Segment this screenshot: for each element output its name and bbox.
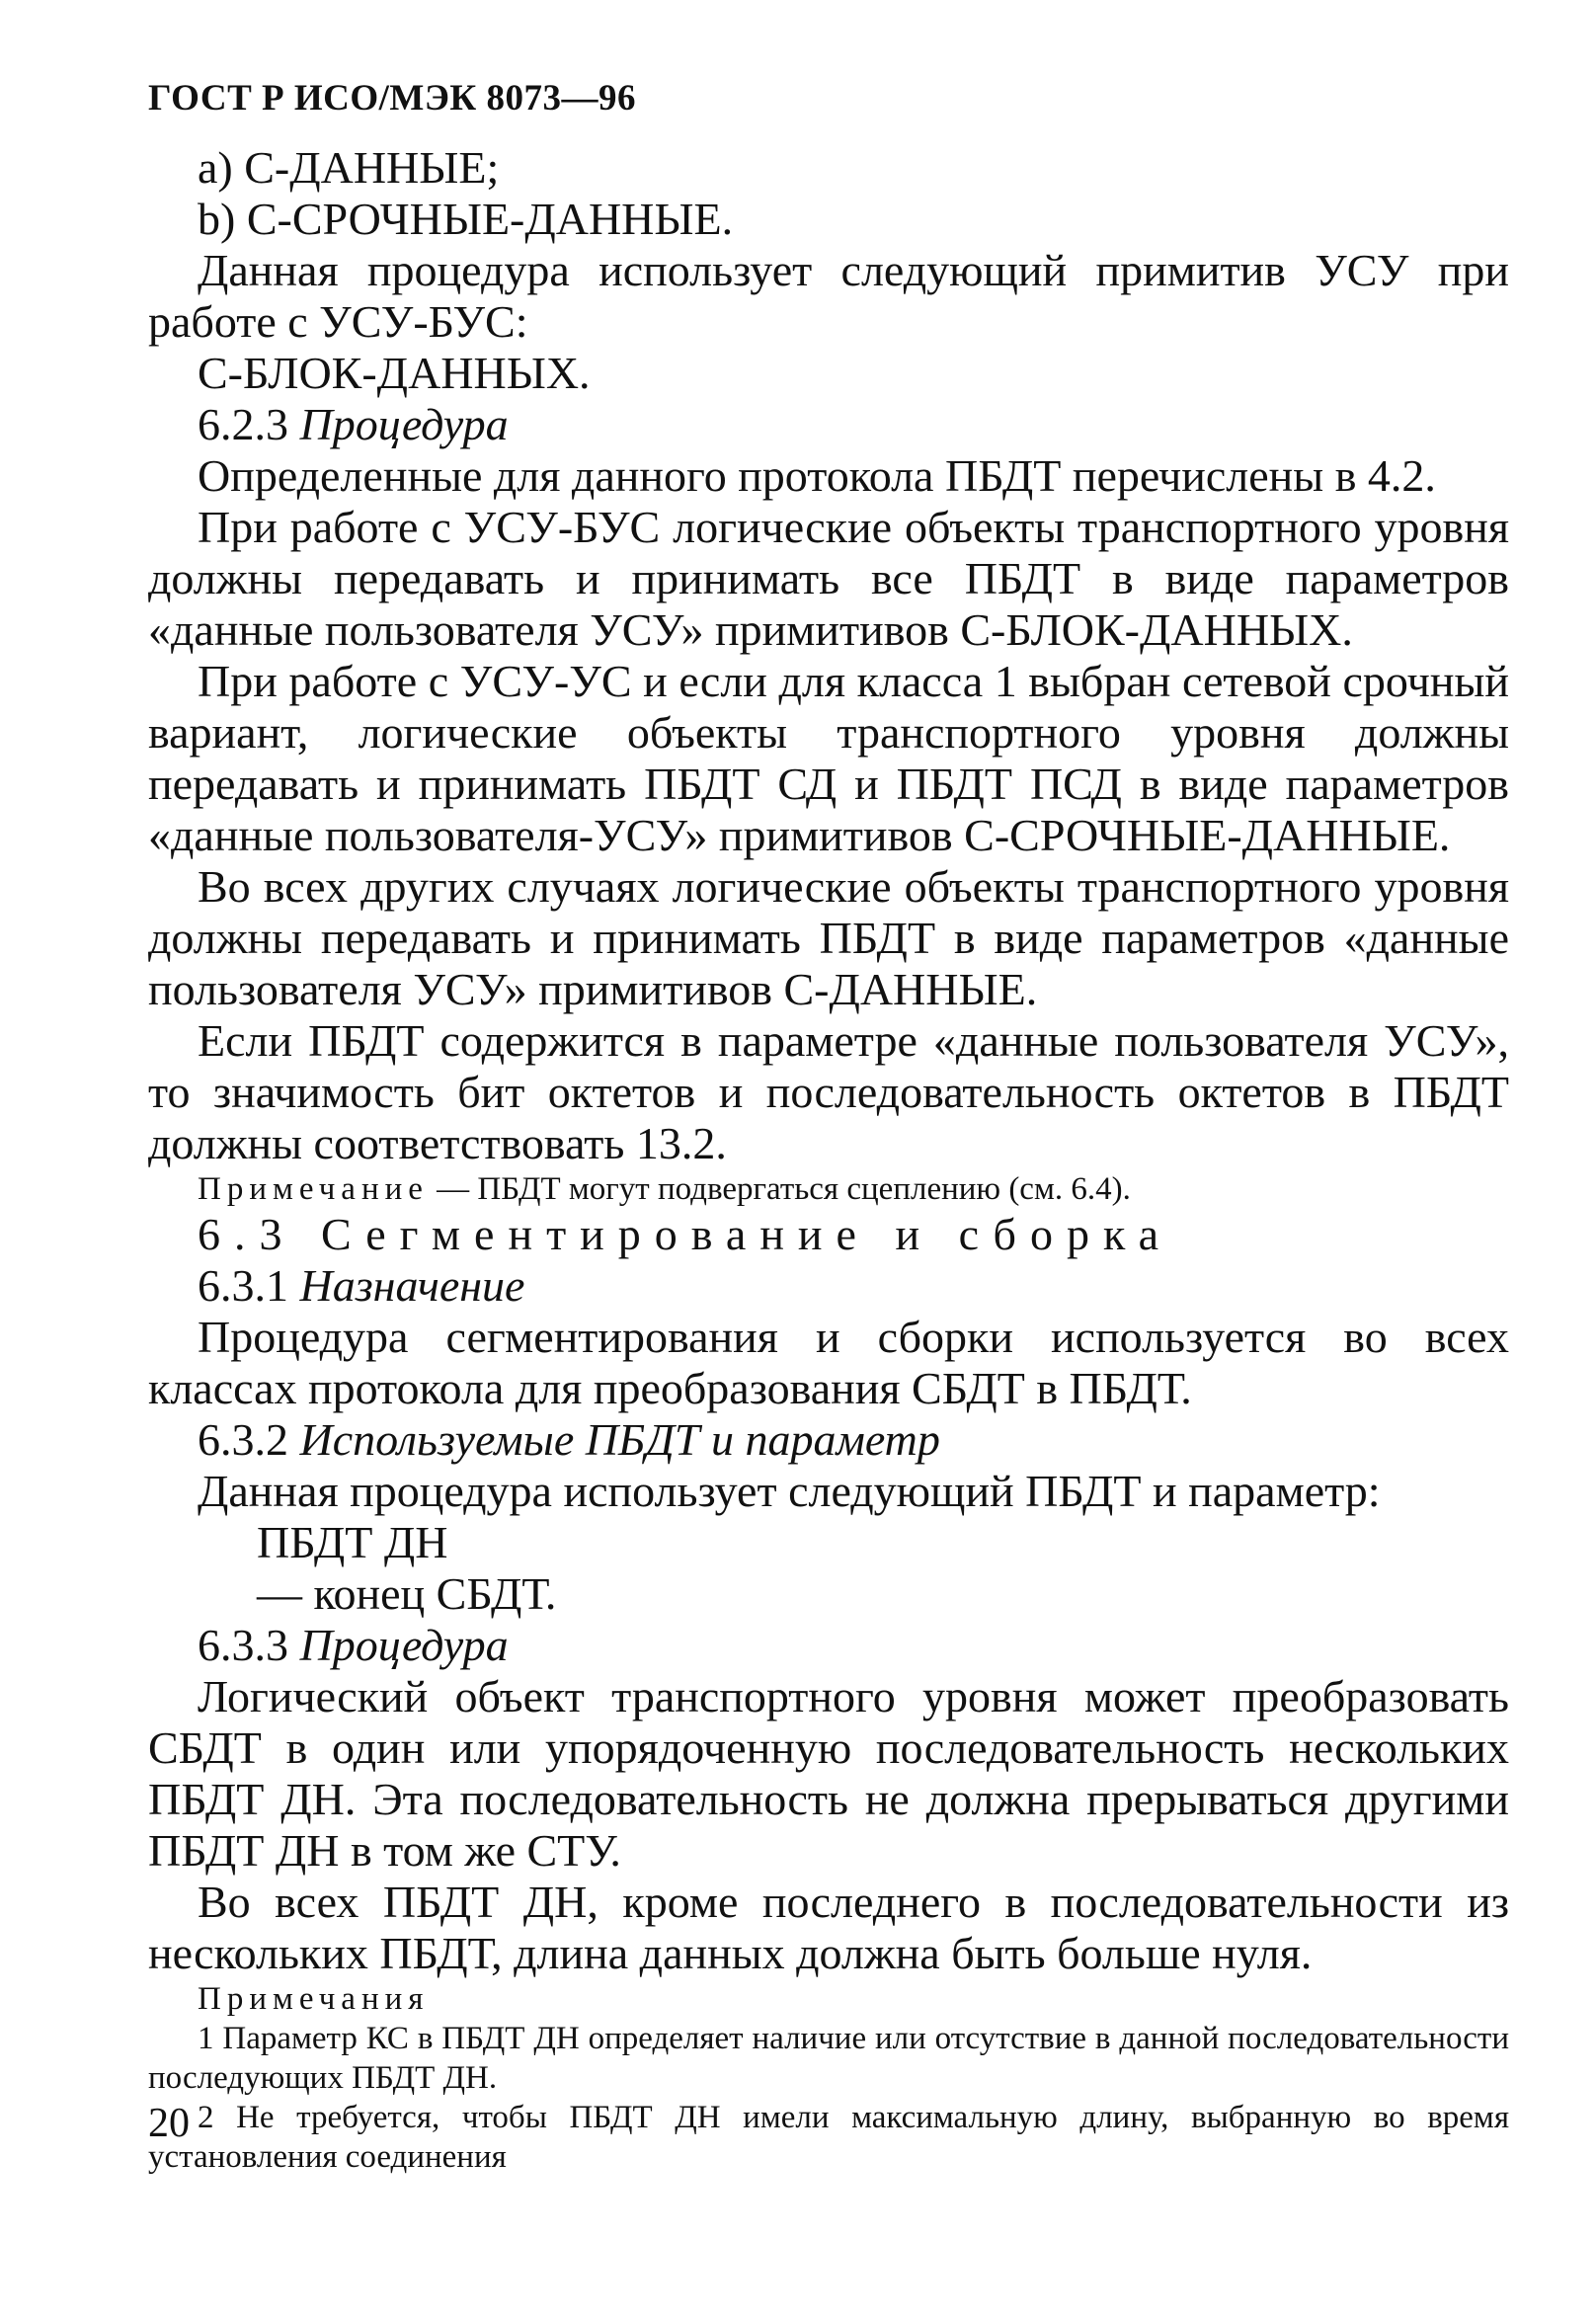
paragraph: Процедура сегментирования и сборки используется во всех классах протокола для преобразования СБДТ в ПБДТ. [148, 1312, 1509, 1413]
note-item-1: 1 Параметр КС в ПБДТ ДН определяет наличие или отсутствие в данной последовательности последующих ПБДТ ДН. [148, 2021, 1509, 2096]
paragraph: Во всех других случаях логические объекты транспортного уровня должны передавать и принимать ПБДТ в виде параметров «данные пользователя УСУ» примитивов С-ДАННЫЕ. [148, 861, 1509, 1014]
note [148, 1169, 1509, 1209]
paragraph: Во всех ПБДТ ДН, кроме последнего в последовательности из нескольких ПБДТ, длина данных должна быть больше нуля. [148, 1877, 1509, 1978]
document-header: ГОСТ Р ИСО/МЭК 8073—96 [148, 78, 637, 119]
heading-number: 6.3.3 [198, 1620, 288, 1670]
notes-label [148, 1979, 1509, 2019]
paragraph: Если ПБДТ содержится в параметре «данные пользователя УСУ», то значимость бит октетов и последовательность октетов в ПБДТ должны соответствовать 13.2. [148, 1015, 1509, 1168]
list-item-a: а) С-ДАННЫЕ; [198, 142, 500, 193]
heading-title: Используемые ПБДТ и параметр [299, 1414, 940, 1465]
paragraph: Данная процедура использует следующий примитив УСУ при работе с УСУ-БУС: [148, 245, 1509, 347]
paragraph: Определенные для данного протокола ПБДТ перечислены в 4.2. [198, 450, 1436, 501]
subsection-heading-6-3-3 [148, 1620, 1509, 1671]
paragraph: При работе с УСУ-БУС логические объекты транспортного уровня должны передавать и принимать все ПБДТ в виде параметров «данные пользователя УСУ» примитивов С-БЛОК-ДАННЫХ. [148, 502, 1509, 655]
note-item-2: 2 Не требуется, чтобы ПБДТ ДН имели максимальную длину, выбранную во время установления соединения [148, 2100, 1509, 2175]
subsection-heading-6-3-1 [148, 1260, 1509, 1312]
note-text: — ПБДТ могут подвергаться сцеплению (см. 6.4). [428, 1171, 1131, 1207]
notes-label-text: Примечания [198, 1981, 430, 2017]
paragraph: При работе с УСУ-УС и если для класса 1 выбран сетевой срочный вариант, логические объекты транспортного уровня должны передавать и принимать ПБДТ СД и ПБДТ ПСД в виде параметров «данные пользователя-УСУ» примитивов С-СРОЧНЫЕ-ДАННЫЕ. [148, 656, 1509, 860]
heading-title: Назначение [299, 1260, 525, 1311]
note-label: Примечание [198, 1171, 429, 1207]
page-number: 20 [148, 2101, 190, 2146]
paragraph: Данная процедура использует следующий ПБДТ и параметр: [198, 1466, 1381, 1516]
heading-number: 6.3.2 [198, 1414, 288, 1465]
list-item: С-БЛОК-ДАННЫХ. [198, 348, 591, 398]
document-page [148, 77, 1509, 2177]
paragraph: Логический объект транспортного уровня может преобразовать СБДТ в один или упорядоченную последовательность нескольких ПБДТ ДН. Эта последовательность не должна прерываться другими ПБДТ ДН в том же СТУ. [148, 1671, 1509, 1876]
heading-number: 6.3.1 [198, 1260, 288, 1311]
list-item: ПБДТ ДН [257, 1517, 448, 1567]
subsection-heading-6-2-3 [148, 399, 1509, 450]
list-item-b: b) С-СРОЧНЫЕ-ДАННЫЕ. [198, 194, 734, 244]
list-item: — конец СБДТ. [257, 1568, 557, 1619]
subsection-heading-6-3-2 [148, 1414, 1509, 1466]
heading-number: 6.2.3 [198, 399, 288, 449]
heading-title: Процедура [299, 1620, 509, 1670]
section-heading-6-3: 6.3 Сегментирование и сборка [198, 1209, 1173, 1259]
heading-title: Процедура [299, 399, 509, 449]
